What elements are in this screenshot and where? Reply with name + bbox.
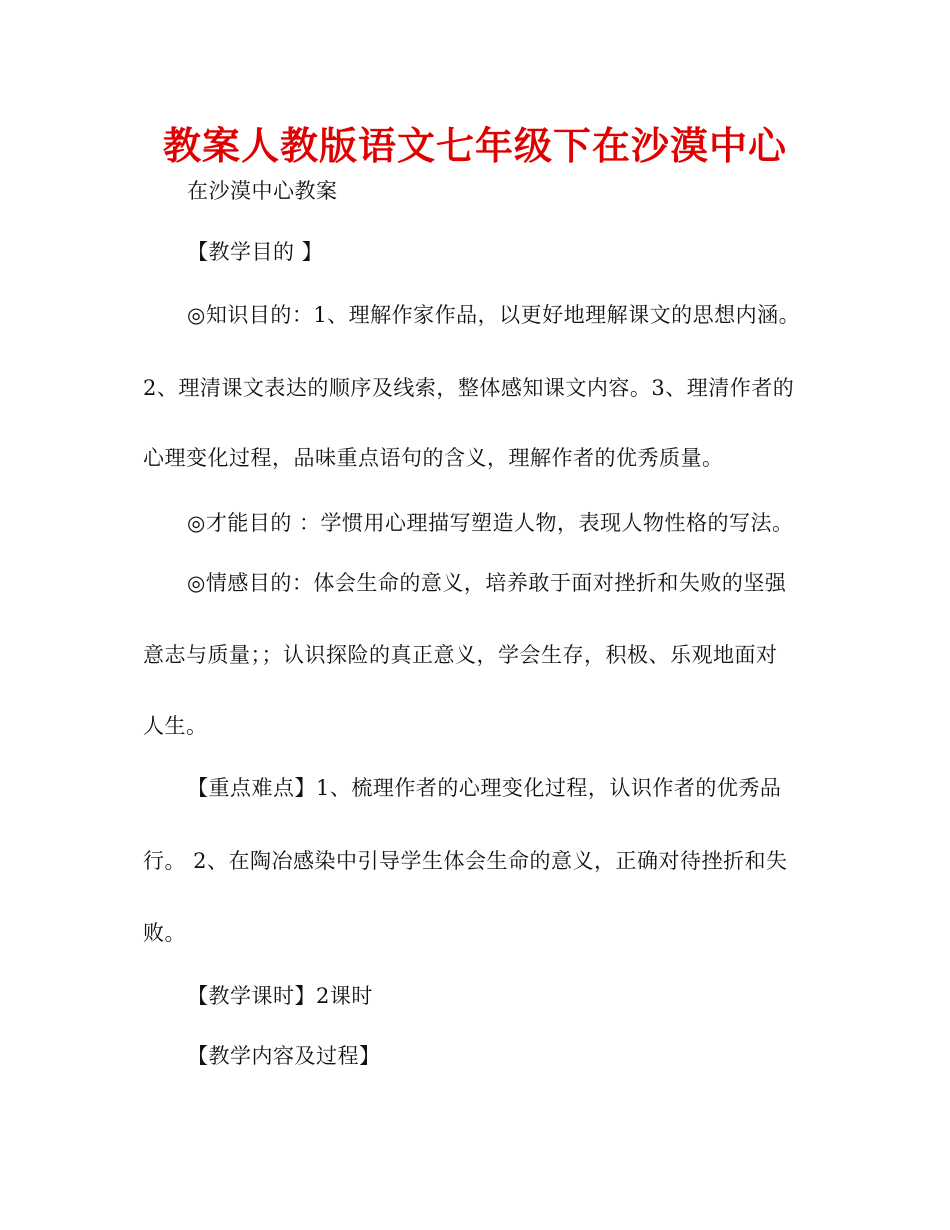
paragraph-line: ◎才能目的 ：学惯用心理描写塑造人物，表现人物性格的写法。 (187, 511, 794, 535)
paragraph-line: ◎知识目的：1、理解作家作品，以更好地理解课文的思想内涵。 (187, 303, 801, 327)
paragraph-line: 人生。 (143, 714, 208, 738)
paragraph-line: 【重点难点】1、梳理作者的心理变化过程，认识作者的优秀品 (187, 776, 782, 800)
paragraph-line: 败。 (143, 921, 186, 945)
paragraph-line: 行。 2、在陶冶感染中引导学生体会生命的意义，正确对待挫折和失 (143, 849, 788, 873)
paragraph-line: 心理变化过程，品味重点语句的含义，理解作者的优秀质量。 (143, 446, 724, 470)
paragraph-line: 意志与质量；；认识探险的真正意义，学会生存，积极、乐观地面对 (143, 643, 778, 667)
section-heading-content: 【教学内容及过程】 (187, 1044, 381, 1068)
section-heading-periods: 【教学课时】2课时 (187, 984, 373, 1008)
subtitle-line: 在沙漠中心教案 (187, 179, 338, 203)
section-heading-objectives: 【教学目的 】 (187, 240, 324, 264)
paragraph-line: 2、理清课文表达的顺序及线索，整体感知课文内容。3、理清作者的 (143, 376, 795, 400)
document-title: 教案人教版语文七年级下在沙漠中心 (162, 124, 787, 168)
paragraph-line: ◎情感目的：体会生命的意义，培养敢于面对挫折和失败的坚强 (187, 571, 787, 595)
